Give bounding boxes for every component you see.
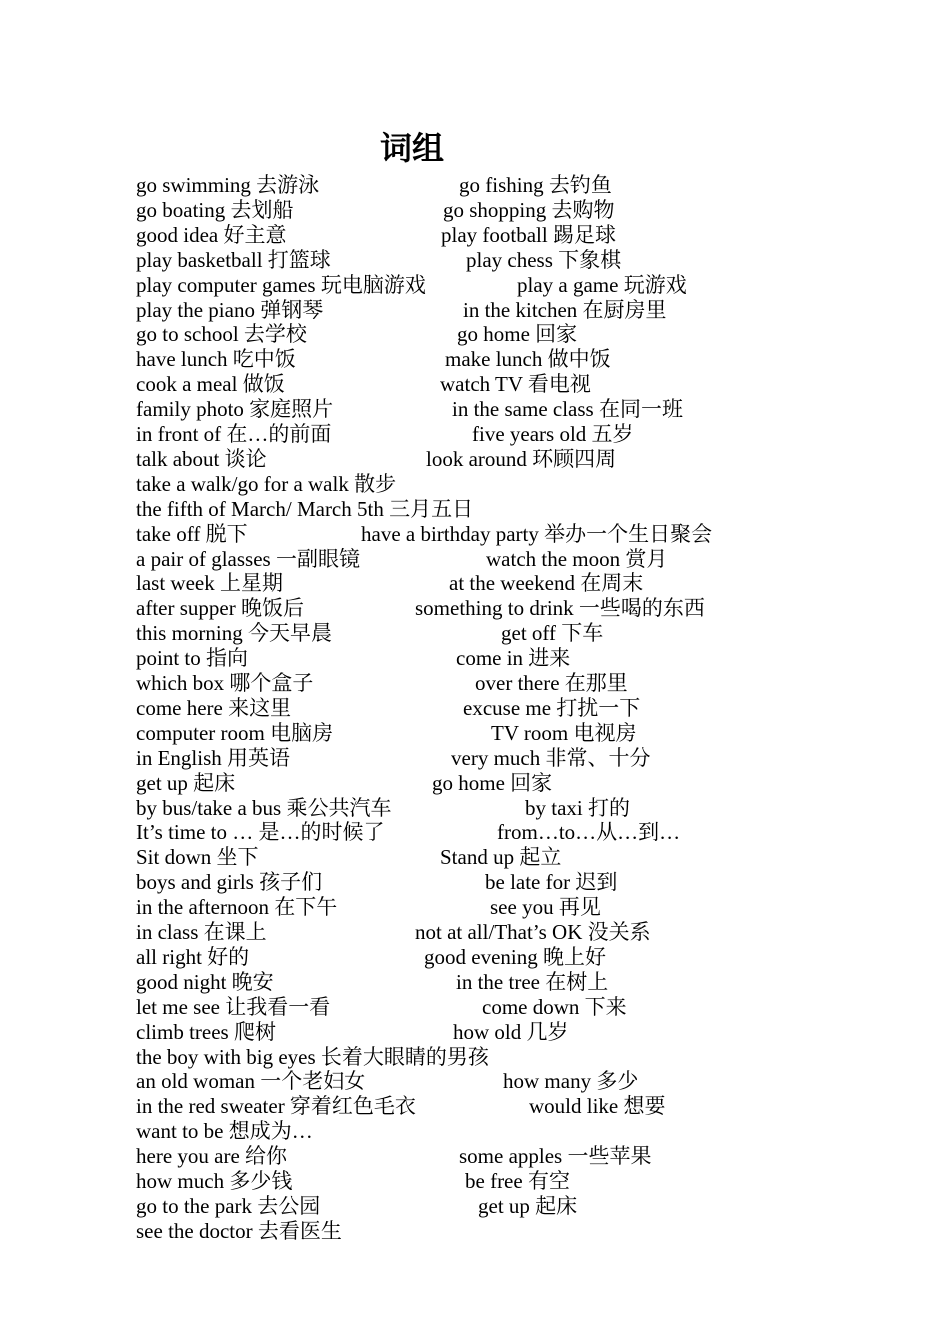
phrase-left: take a walk/go for a walk 散步: [136, 471, 397, 496]
phrase-left: let me see 让我看一看: [136, 994, 331, 1019]
phrase-row: [0, 870, 950, 895]
phrase-right: go fishing 去钓鱼: [459, 173, 612, 197]
phrase-left: by bus/take a bus 乘公共汽车: [136, 795, 392, 820]
phrase-left: play computer games 玩电脑游戏: [136, 272, 426, 297]
phrase-row: [0, 721, 950, 746]
phrase-row: [0, 970, 950, 995]
phrase-left: go boating 去划船: [136, 197, 294, 222]
phrase-right: go home 回家: [457, 322, 578, 347]
phrase-row: [0, 372, 950, 397]
phrase-row: [0, 771, 950, 796]
phrase-left: a pair of glasses 一副眼镜: [136, 546, 360, 571]
phrase-left: here you are 给你: [136, 1144, 288, 1169]
phrase-right: watch TV 看电视: [440, 372, 591, 397]
phrase-left: in English 用英语: [136, 745, 291, 770]
phrase-right: over there 在那里: [475, 671, 628, 695]
phrase-row: [0, 273, 950, 298]
phrase-left: take off 脱下: [136, 521, 248, 546]
phrase-left: have lunch 吃中饭: [136, 347, 296, 372]
phrase-right: be late for 迟到: [485, 870, 618, 895]
phrase-right: excuse me 打扰一下: [463, 695, 641, 720]
phrase-right: would like 想要: [529, 1094, 666, 1119]
phrase-right: go home 回家: [432, 770, 553, 795]
phrase-right: play a game 玩游戏: [517, 272, 687, 297]
phrase-left: in the afternoon 在下午: [136, 895, 338, 920]
phrase-row: [0, 1169, 950, 1194]
phrase-right: very much 非常、十分: [451, 745, 651, 770]
phrase-right: at the weekend 在周末: [449, 571, 644, 596]
phrase-row: [0, 1094, 950, 1119]
phrase-right: Stand up 起立: [440, 845, 562, 870]
phrase-right: play football 踢足球: [441, 222, 616, 247]
phrase-left: computer room 电脑房: [136, 720, 334, 745]
phrase-left: talk about 谈论: [136, 446, 267, 471]
phrase-row: [0, 547, 950, 572]
phrase-right: by taxi 打的: [525, 795, 630, 820]
phrase-left: in the red sweater 穿着红色毛衣: [136, 1094, 416, 1119]
phrase-right: five years old 五岁: [472, 422, 634, 446]
phrase-row: [0, 1045, 950, 1070]
phrase-right: from…to…从…到…: [497, 820, 681, 845]
phrase-right: something to drink 一些喝的东西: [415, 596, 705, 621]
phrase-row: [0, 1144, 950, 1169]
phrase-row: [0, 472, 950, 497]
phrase-left: boys and girls 孩子们: [136, 870, 323, 895]
phrase-row: [0, 596, 950, 621]
phrase-left: play the piano 弹钢琴: [136, 297, 324, 322]
phrase-row: [0, 1020, 950, 1045]
phrase-left: play basketball 打篮球: [136, 247, 331, 272]
phrase-left: in class 在课上: [136, 920, 267, 944]
phrase-right: see you 再见: [490, 895, 601, 920]
phrase-left: cook a meal 做饭: [136, 372, 285, 397]
phrase-right: in the same class 在同一班: [452, 397, 683, 422]
phrase-left: which box 哪个盒子: [136, 671, 314, 695]
phrase-left: go to the park 去公园: [136, 1193, 321, 1218]
phrase-row: [0, 198, 950, 223]
phrase-row: [0, 920, 950, 945]
phrase-row: [0, 696, 950, 721]
phrase-right: come in 进来: [456, 646, 571, 671]
phrase-row: [0, 995, 950, 1020]
phrase-left: family photo 家庭照片: [136, 397, 334, 422]
phrase-left: see the doctor 去看医生: [136, 1218, 342, 1243]
phrase-row: [0, 571, 950, 596]
phrase-row: [0, 447, 950, 472]
phrase-left: in front of 在…的前面: [136, 422, 332, 446]
page-title: 词组: [380, 129, 445, 167]
phrase-row: [0, 845, 950, 870]
phrase-row: [0, 746, 950, 771]
phrase-right: come down 下来: [482, 994, 627, 1019]
phrase-row: [0, 796, 950, 821]
phrase-right: in the tree 在树上: [456, 969, 609, 994]
phrase-right: some apples 一些苹果: [459, 1144, 652, 1169]
phrase-row: [0, 248, 950, 273]
phrase-right: how many 多少: [503, 1069, 639, 1094]
phrase-row: [0, 945, 950, 970]
phrase-right: play chess 下象棋: [466, 247, 622, 272]
phrase-row: [0, 1069, 950, 1094]
phrase-row: [0, 422, 950, 447]
phrase-right: get off 下车: [501, 621, 604, 646]
phrase-right: be free 有空: [465, 1169, 570, 1193]
phrase-left: It’s time to … 是…的时候了: [136, 820, 385, 845]
phrase-left: all right 好的: [136, 944, 250, 969]
phrase-left: this morning 今天早晨: [136, 621, 333, 646]
phrase-left: an old woman 一个老妇女: [136, 1069, 366, 1094]
phrase-row: [0, 1194, 950, 1219]
phrase-right: watch the moon 赏月: [486, 546, 668, 571]
phrase-row: [0, 1119, 950, 1144]
phrase-left: good night 晚安: [136, 969, 274, 994]
phrase-right: in the kitchen 在厨房里: [463, 297, 667, 322]
phrase-row: [0, 820, 950, 845]
phrase-left: after supper 晚饭后: [136, 596, 304, 621]
phrase-row: [0, 223, 950, 248]
phrase-row: [0, 322, 950, 347]
phrase-row: [0, 497, 950, 522]
phrase-left: how much 多少钱: [136, 1169, 293, 1193]
phrase-left: good idea 好主意: [136, 222, 287, 247]
phrase-left: Sit down 坐下: [136, 845, 259, 870]
phrase-row: [0, 895, 950, 920]
phrase-left: point to 指向: [136, 646, 249, 671]
phrase-row: [0, 1219, 950, 1244]
phrase-row: [0, 347, 950, 372]
phrase-left: last week 上星期: [136, 571, 283, 596]
phrase-row: [0, 621, 950, 646]
phrase-left: go to school 去学校: [136, 322, 307, 347]
phrase-row: [0, 646, 950, 671]
phrase-left: come here 来这里: [136, 695, 292, 720]
phrase-right: look around 环顾四周: [426, 446, 617, 471]
phrase-left: want to be 想成为…: [136, 1119, 313, 1144]
phrase-right: how old 几岁: [453, 1019, 569, 1044]
phrase-left: the boy with big eyes 长着大眼睛的男孩: [136, 1044, 489, 1069]
phrase-right: go shopping 去购物: [443, 197, 615, 222]
phrase-row: [0, 397, 950, 422]
phrase-row: [0, 522, 950, 547]
phrase-row: [0, 298, 950, 323]
phrase-left: the fifth of March/ March 5th 三月五日: [136, 496, 474, 521]
phrase-left: climb trees 爬树: [136, 1019, 276, 1044]
phrase-left: go swimming 去游泳: [136, 173, 320, 197]
phrase-right: good evening 晚上好: [424, 944, 606, 969]
phrase-right: TV room 电视房: [491, 720, 637, 745]
phrase-right: get up 起床: [478, 1193, 578, 1218]
phrase-right: not at all/That’s OK 没关系: [415, 920, 651, 944]
phrase-right: have a birthday party 举办一个生日聚会: [361, 521, 713, 546]
phrase-right: make lunch 做中饭: [445, 347, 611, 372]
phrase-left: get up 起床: [136, 770, 236, 795]
phrase-row: [0, 671, 950, 696]
phrase-row: [0, 173, 950, 198]
